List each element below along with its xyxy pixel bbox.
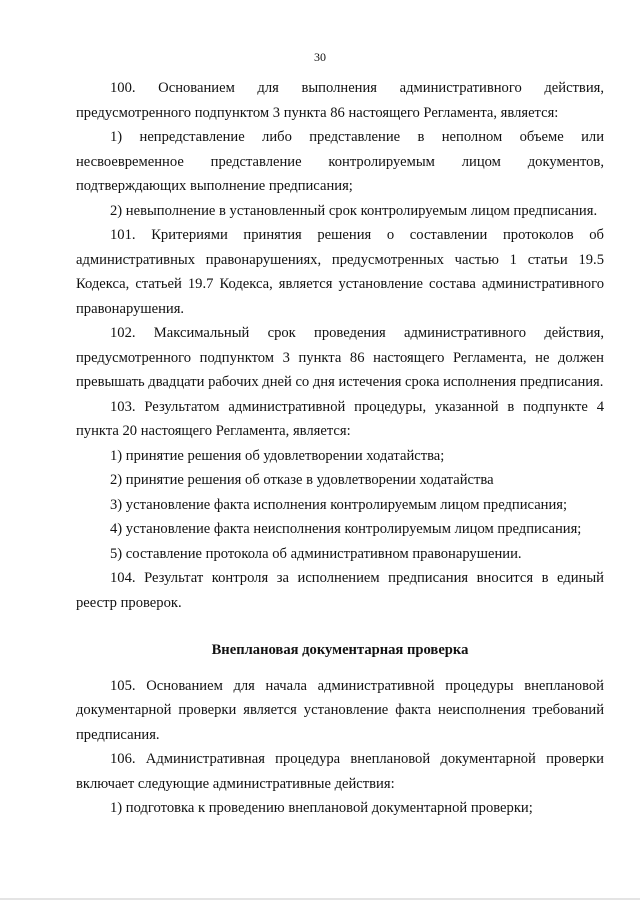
paragraph-100-item-1: 1) непредставление либо представление в неполном объеме или несвоевременное представление контролируемым лицом документов, подтверждающих выполнение предписания;	[76, 129, 604, 194]
paragraph-103-item-2: 2) принятие решения об отказе в удовлетворении ходатайства	[110, 472, 494, 488]
paragraph-102: 102. Максимальный срок проведения административного действия, предусмотренного подпунктом 3 пункта 86 настоящего Регламента, не должен превышать двадцати рабочих дней со дня истечения срока исполнения предписания.	[76, 325, 604, 390]
document-body	[76, 76, 604, 821]
page-number: 30	[314, 50, 326, 64]
section-heading: Внеплановая документарная проверка	[211, 642, 469, 658]
paragraph-106: 106. Административная процедура внеплановой документарной проверки включает следующие административные действия:	[76, 751, 604, 792]
paragraph-101: 101. Критериями принятия решения о составлении протоколов об административных правонарушениях, предусмотренных частью 1 статьи 19.5 Кодекса, статьей 19.7 Кодекса, является установление состава административного правонарушения.	[76, 227, 604, 317]
paragraph-100: 100. Основанием для выполнения административного действия, предусмотренного подпунктом 3 пункта 86 настоящего Регламента, является:	[76, 80, 604, 121]
paragraph-104: 104. Результат контроля за исполнением предписания вносится в единый реестр проверок.	[76, 570, 604, 611]
paragraph-105: 105. Основанием для начала административной процедуры внеплановой документарной проверки является установление факта неисполнения требований предписания.	[76, 677, 604, 743]
paragraph-106-item-1: 1) подготовка к проведению внеплановой документарной проверки;	[110, 800, 533, 816]
paragraph-100-item-2: 2) невыполнение в установленный срок контролируемым лицом предписания.	[110, 202, 598, 219]
paragraph-103-item-1: 1) принятие решения об удовлетворении ходатайства;	[110, 447, 445, 464]
paragraph-103-item-3: 3) установление факта исполнения контролируемым лицом предписания;	[110, 496, 568, 513]
paragraph-103-item-4: 4) установление факта неисполнения контролируемым лицом предписания;	[110, 521, 582, 537]
paragraph-103: 103. Результатом административной процедуры, указанной в подпункте 4 пункта 20 настоящего Регламента, является:	[76, 398, 604, 439]
paragraph-103-item-5: 5) составление протокола об административном правонарушении.	[110, 545, 522, 562]
